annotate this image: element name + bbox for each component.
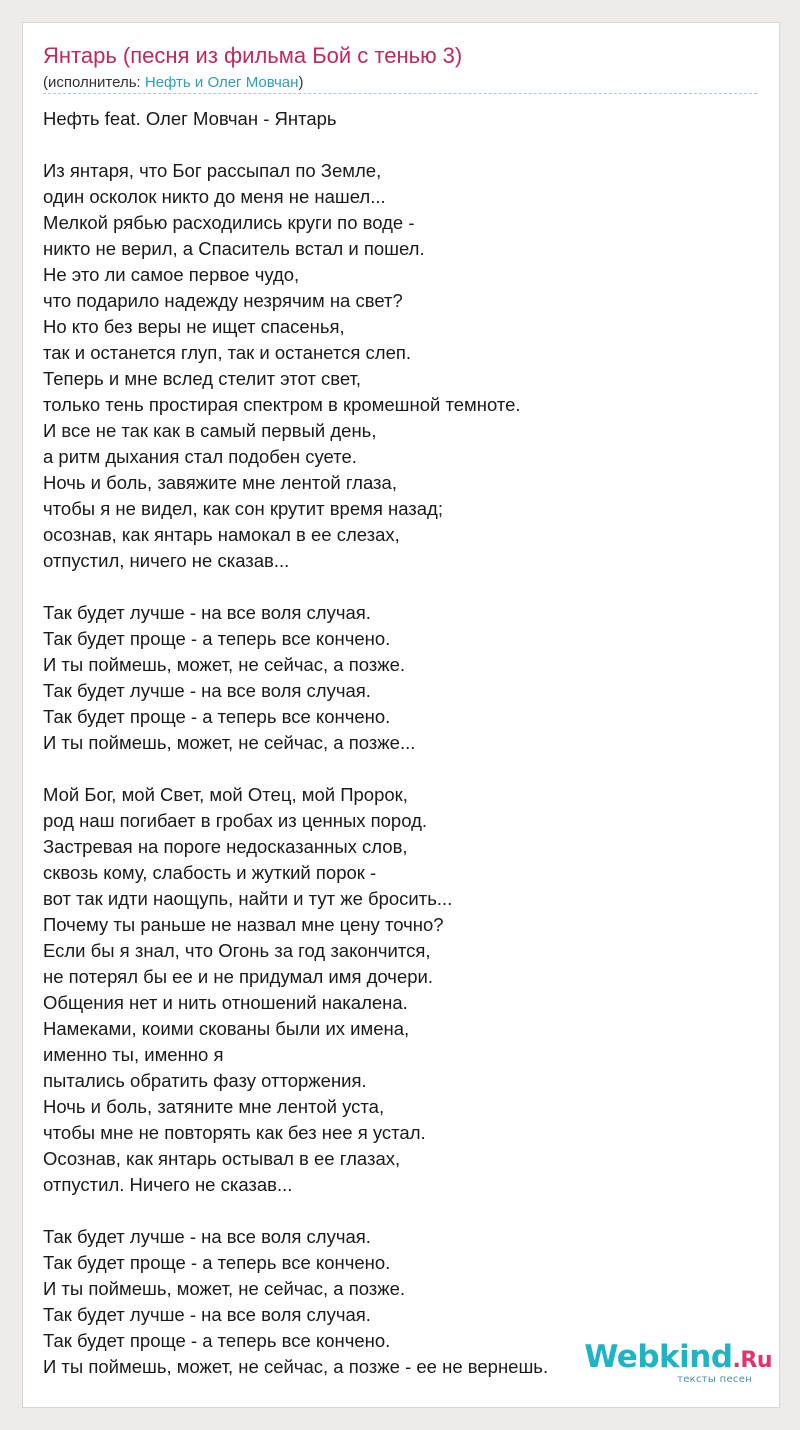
lyric-line: Ночь и боль, затяните мне лентой уста, [43, 1096, 385, 1117]
lyric-line: Так будет лучше - на все воля случая. [43, 680, 371, 701]
site-logo[interactable] [584, 1340, 772, 1385]
lyric-line: Так будет проще - а теперь все кончено. [43, 706, 391, 727]
lyric-line: Мелкой рябью расходились круги по воде - [43, 212, 415, 233]
lyric-line: И ты поймешь, может, не сейчас, а позже. [43, 1278, 406, 1299]
lyric-line: один осколок никто до меня не нашел... [43, 186, 386, 207]
lyric-line: не потерял бы ее и не придумал имя дочери. [43, 966, 433, 987]
lyric-line: осознав, как янтарь намокал в ее слезах, [43, 524, 400, 545]
performer-suffix: ) [298, 74, 304, 91]
lyric-line: Теперь и мне вслед стелит этот свет, [43, 368, 362, 389]
page-title: Янтарь (песня из фильма Бой с тенью 3) [43, 43, 463, 68]
lyric-line: Ночь и боль, завяжите мне лентой глаза, [43, 472, 397, 493]
lyric-line: что подарило надежду незрячим на свет? [43, 290, 403, 311]
lyric-line: Мой Бог, мой Свет, мой Отец, мой Пророк, [43, 784, 408, 805]
lyric-line: Общения нет и нить отношений накалена. [43, 992, 408, 1013]
logo-wordmark [584, 1340, 772, 1378]
artist-link[interactable]: Нефть и Олег Мовчан [144, 74, 299, 91]
lyric-line: И ты поймешь, может, не сейчас, а позже... [43, 732, 416, 753]
title-divider [43, 93, 757, 94]
lyric-line: Намеками, коими скованы были их имена, [43, 1018, 410, 1039]
lyric-line: чтобы я не видел, как сон крутит время назад; [43, 498, 443, 519]
lyrics-text [43, 106, 778, 1380]
lyric-line: сквозь кому, слабость и жуткий порок - [43, 862, 377, 883]
lyric-line: Осознав, как янтарь остывал в ее глазах, [43, 1148, 401, 1169]
lyric-line: а ритм дыхания стал подобен суете. [43, 446, 357, 467]
lyric-line: никто не верил, а Спаситель встал и пошел. [43, 238, 425, 259]
logo-name: Webkind [584, 1339, 733, 1375]
stanza-gap [43, 756, 778, 782]
performer-prefix: (исполнитель: [43, 74, 145, 91]
lyric-line: И ты поймешь, может, не сейчас, а позже. [43, 654, 406, 675]
lyric-line: Так будет лучше - на все воля случая. [43, 1304, 371, 1325]
lyric-line: Не это ли самое первое чудо, [43, 264, 300, 285]
lyric-line: Так будет лучше - на все воля случая. [43, 1226, 371, 1247]
lyric-line: Так будет проще - а теперь все кончено. [43, 1252, 391, 1273]
lyric-line: Так будет лучше - на все воля случая. [43, 602, 371, 623]
lyric-line: Но кто без веры не ищет спасенья, [43, 316, 345, 337]
logo-tld: .Ru [732, 1348, 772, 1373]
performer-line [43, 74, 303, 91]
lyric-line: И все не так как в самый первый день, [43, 420, 377, 441]
lyric-line: отпустил, ничего не сказав... [43, 550, 290, 571]
lyric-line: Так будет проще - а теперь все кончено. [43, 628, 391, 649]
lyric-line: Застревая на пороге недосказанных слов, [43, 836, 408, 857]
lyric-line: род наш погибает в гробах из ценных пород. [43, 810, 428, 831]
stanza-gap [43, 1198, 778, 1224]
lyric-line: только тень простирая спектром в кромешной темноте. [43, 394, 521, 415]
lyric-line: Нефть feat. Олег Мовчан - Янтарь [43, 108, 337, 129]
stanza-gap [43, 574, 778, 600]
logo-tagline: тексты песен [677, 1374, 752, 1385]
lyric-line: Из янтаря, что Бог рассыпал по Земле, [43, 160, 382, 181]
lyric-line: именно ты, именно я [43, 1044, 224, 1065]
lyric-line: чтобы мне не повторять как без нее я устал. [43, 1122, 426, 1143]
lyric-line: так и останется глуп, так и останется слеп. [43, 342, 412, 363]
lyric-line: И ты поймешь, может, не сейчас, а позже - ее не вернешь. [43, 1356, 549, 1377]
stanza-gap [43, 132, 778, 158]
lyric-line: вот так идти наощупь, найти и тут же бросить... [43, 888, 453, 909]
lyric-line: пытались обратить фазу отторжения. [43, 1070, 367, 1091]
lyric-line: отпустил. Ничего не сказав... [43, 1174, 293, 1195]
lyrics-card [22, 22, 780, 1408]
lyric-line: Если бы я знал, что Огонь за год закончится, [43, 940, 431, 961]
lyric-line: Так будет проще - а теперь все кончено. [43, 1330, 391, 1351]
lyric-line: Почему ты раньше не назвал мне цену точно? [43, 914, 444, 935]
